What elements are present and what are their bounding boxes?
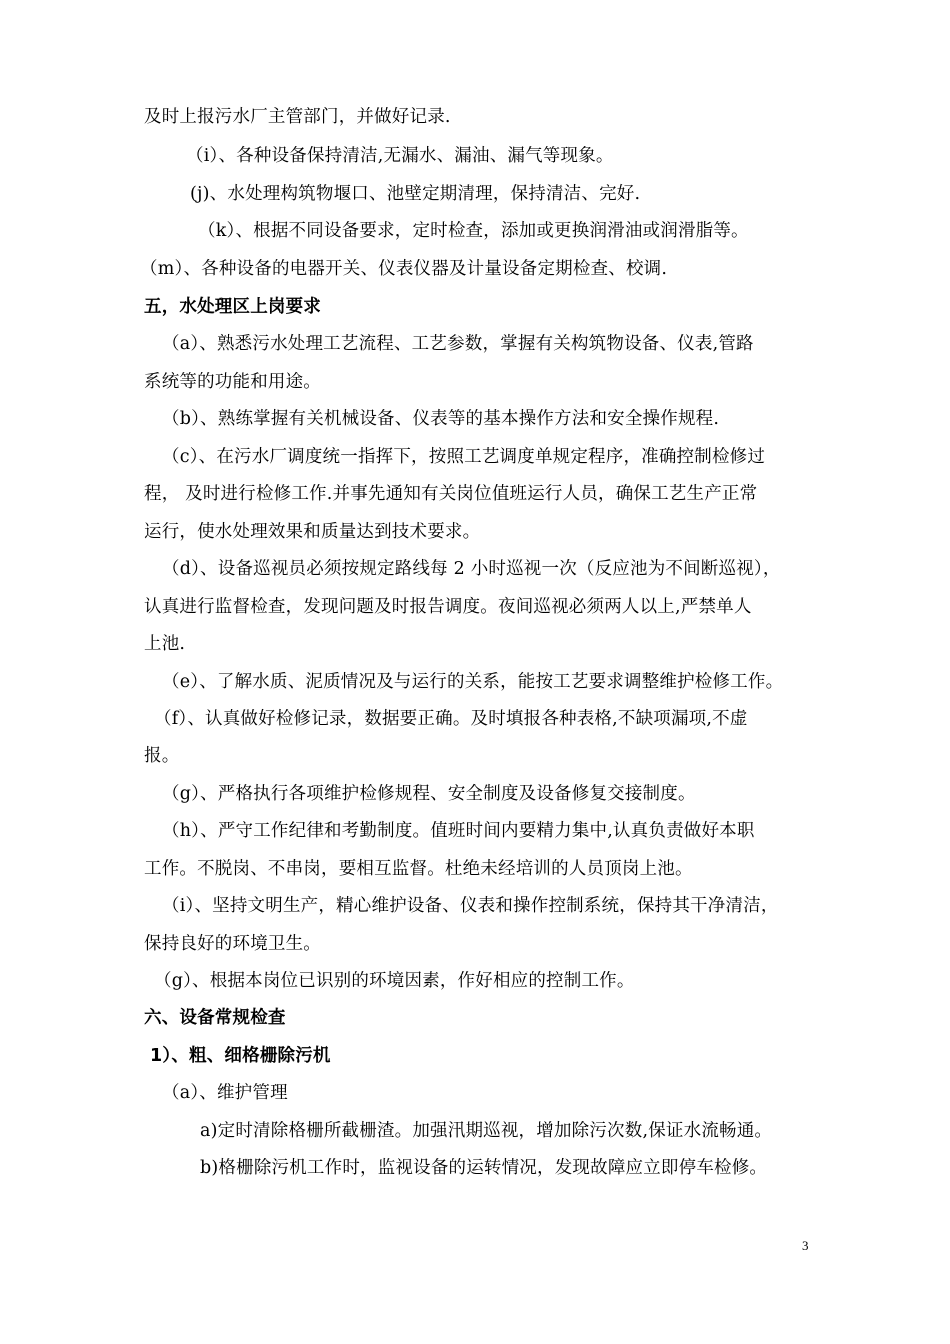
text-line: （h）、严守工作纪律和考勤制度。值班时间内要精力集中,认真负责做好本职 [162,821,755,841]
text-line: （d）、设备巡视员必须按规定路线每 2 小时巡视一次（反应池为不间断巡视）， [162,559,781,579]
subsection-heading: 1）、粗、细格栅除污机 [150,1046,331,1066]
section-heading: 五，水处理区上岗要求 [144,297,321,317]
text-line: （i）、坚持文明生产，精心维护设备、仪表和操作控制系统，保持其干净清洁， [162,896,779,916]
text-line: b)格栅除污机工作时，监视设备的运转情况，发现故障应立即停车检修。 [200,1158,768,1178]
text-line: （m）、各种设备的电器开关、仪表仪器及计量设备定期检查、校调. [140,259,668,279]
text-line: 认真进行监督检查，发现问题及时报告调度。夜间巡视必须两人以上,严禁单人 [144,597,752,617]
text-line: （g）、根据本岗位已识别的环境因素，作好相应的控制工作。 [154,971,635,991]
text-line: 运行，使水处理效果和质量达到技术要求。 [144,522,481,542]
page-number: 3 [802,1238,809,1253]
text-line: 及时上报污水厂主管部门，并做好记录. [144,107,451,127]
text-line: （f）、认真做好检修记录，数据要正确。及时填报各种表格,不缺项漏项,不虚 [154,709,748,729]
text-line: 系统等的功能和用途。 [144,372,321,392]
text-line: （a）、熟悉污水处理工艺流程、工艺参数，掌握有关构筑物设备、仪表,管路 [162,334,754,354]
text-line: （e）、了解水质、泥质情况及与运行的关系，能按工艺要求调整维护检修工作。 [162,672,784,692]
text-line: 报。 [144,746,180,766]
text-line: (j)、水处理构筑物堰口、池壁定期清理，保持清洁、完好. [190,184,641,204]
text-line: 程， 及时进行检修工作.并事先通知有关岗位值班运行人员，确保工艺生产正常 [144,484,758,504]
text-line: （a）、维护管理 [162,1083,288,1103]
text-line: （c）、在污水厂调度统一指挥下，按照工艺调度单规定程序，准确控制检修过 [162,447,766,467]
section-heading: 六、设备常规检查 [144,1008,286,1028]
text-line: 上池. [144,634,186,654]
text-line: （b）、熟练掌握有关机械设备、仪表等的基本操作方法和安全操作规程. [162,409,720,429]
text-line: （g）、严格执行各项维护检修规程、安全制度及设备修复交接制度。 [162,784,696,804]
text-line: （i）、各种设备保持清洁,无漏水、漏油、漏气等现象。 [186,146,614,166]
text-line: 工作。不脱岗、不串岗，要相互监督。杜绝未经培训的人员顶岗上池。 [144,859,693,879]
text-line: a)定时清除格栅所截栅渣。加强汛期巡视，增加除污次数,保证水流畅通。 [200,1121,773,1141]
text-line: （k）、根据不同设备要求，定时检查，添加或更换润滑油或润滑脂等。 [198,221,749,241]
text-line: 保持良好的环境卫生。 [144,934,321,954]
